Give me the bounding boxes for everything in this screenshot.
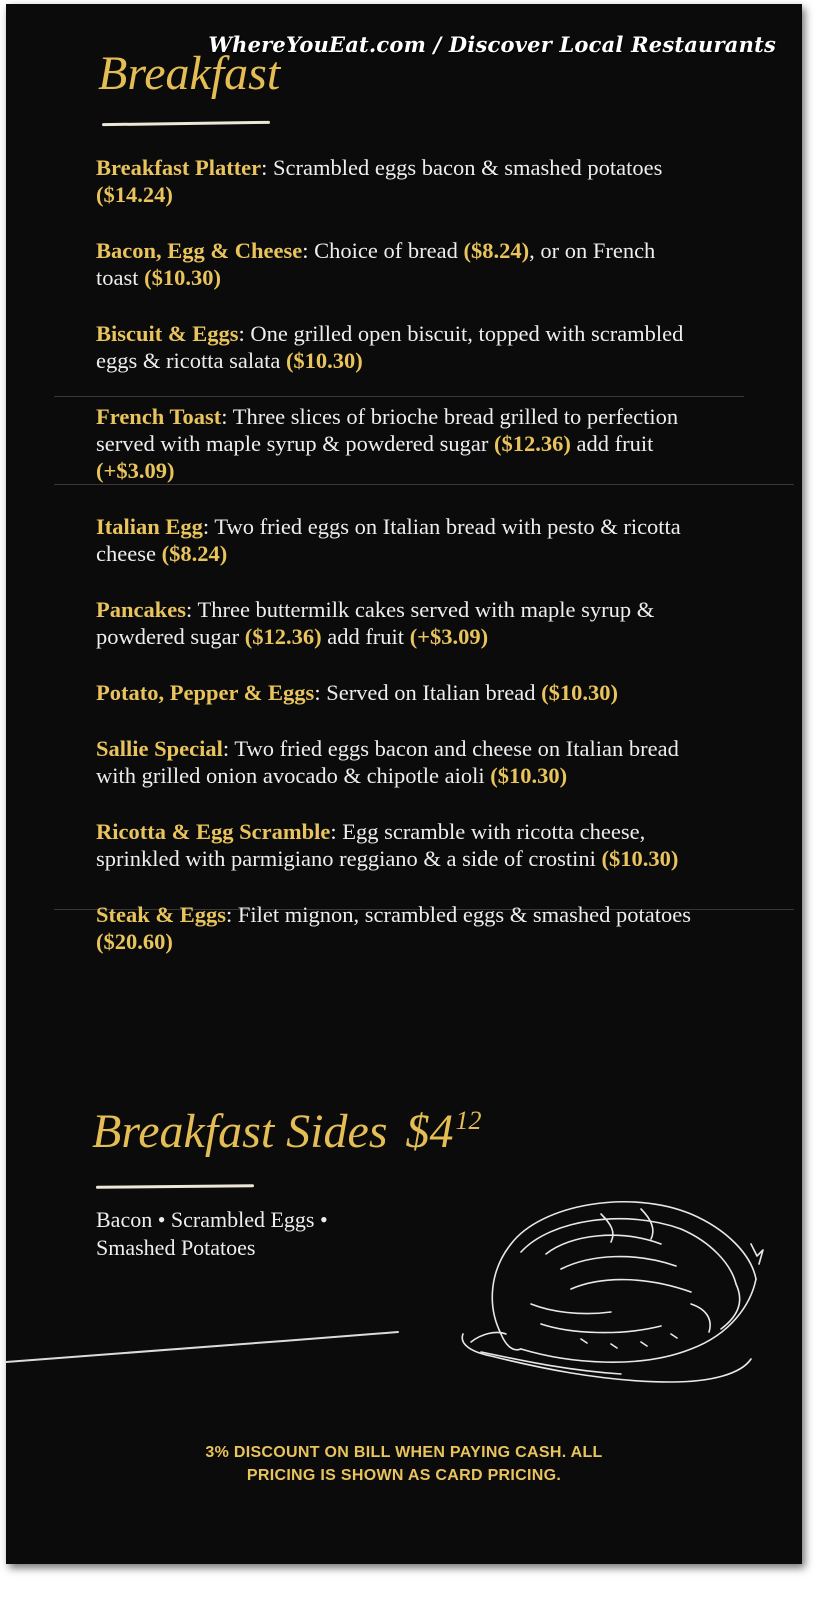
breakfast-items-list	[96, 154, 696, 984]
menu-card	[6, 4, 802, 1564]
breakfast-heading-underline	[102, 121, 270, 126]
menu-item-price: ($10.30)	[541, 680, 618, 705]
menu-item-price: ($12.36)	[494, 431, 571, 456]
menu-item	[96, 403, 696, 484]
menu-item	[96, 154, 696, 208]
menu-item-name: Breakfast Platter	[96, 155, 262, 180]
menu-item-name: Bacon, Egg & Cheese	[96, 238, 303, 263]
menu-item-description: : Filet mignon, scrambled eggs & smashed potatoes	[226, 902, 691, 927]
menu-item-name: Sallie Special	[96, 736, 223, 761]
sides-list-line: Smashed Potatoes	[96, 1235, 256, 1260]
menu-item-price: ($10.30)	[601, 846, 679, 871]
sides-list	[96, 1206, 396, 1262]
sides-heading-underline	[96, 1184, 254, 1189]
menu-item-description: : Served on Italian bread	[314, 680, 542, 705]
menu-item-description: : Two fried eggs bacon and cheese on Italian bread with grilled onion avocado & chipotle aioli	[96, 736, 679, 788]
menu-item-price: ($8.24)	[463, 238, 530, 263]
sides-price-dollars: $4	[405, 1105, 454, 1158]
menu-item-price: ($10.30)	[490, 763, 568, 788]
menu-item	[96, 320, 696, 374]
menu-item-description: : Three buttermilk cakes served with maple syrup & powdered sugar	[96, 597, 655, 649]
menu-item-name: Ricotta & Egg Scramble	[96, 819, 331, 844]
menu-item-name: Potato, Pepper & Eggs	[96, 680, 315, 705]
menu-item	[96, 679, 696, 706]
menu-item-name: Steak & Eggs	[96, 902, 227, 927]
menu-item-description-extra: add fruit	[321, 624, 410, 649]
menu-item-alt-price: ($10.30)	[144, 265, 221, 290]
notice-line: 3% DISCOUNT ON BILL WHEN PAYING CASH. ALL	[205, 1444, 603, 1461]
menu-item-description: : One grilled open biscuit, topped with scrambled eggs & ricotta salata	[96, 321, 684, 373]
menu-item-addon-price: (+$3.09)	[409, 624, 489, 649]
menu-item-description: : Choice of bread	[302, 238, 464, 263]
sides-price-cents: 12	[455, 1106, 482, 1135]
breakfast-heading: Breakfast	[98, 47, 281, 100]
menu-item-description: : Egg scramble with ricotta cheese, sprinkled with parmigiano reggiano & a side of crostini	[96, 819, 646, 871]
menu-item-description: : Two fried eggs on Italian bread with pesto & ricotta cheese	[96, 514, 681, 566]
menu-item-name: French Toast	[96, 404, 222, 429]
menu-item	[96, 513, 696, 567]
menu-item	[96, 901, 696, 955]
sides-title: Breakfast Sides	[92, 1105, 388, 1158]
watermark-text: WhereYouEat.com / Discover Local Restaurants	[208, 32, 776, 57]
menu-item-addon-price: (+$3.09)	[96, 458, 175, 483]
menu-item	[96, 596, 696, 650]
menu-item-price: ($14.24)	[96, 182, 173, 207]
menu-item-price: ($12.36)	[244, 624, 322, 649]
notice-line: PRICING IS SHOWN AS CARD PRICING.	[246, 1467, 562, 1484]
breakfast-sides-heading	[92, 1104, 482, 1159]
menu-item-description: : Scrambled eggs bacon & smashed potatoes	[261, 155, 663, 180]
menu-item-description: : Three slices of brioche bread grilled to perfection served with maple syrup & powdered sugar	[96, 404, 679, 456]
sides-price	[406, 1105, 482, 1158]
divider-stroke	[6, 1324, 406, 1364]
menu-item-price: ($10.30)	[285, 348, 363, 373]
cash-discount-notice	[6, 1441, 802, 1487]
menu-item-price: ($20.60)	[96, 929, 173, 954]
menu-item	[96, 818, 696, 872]
menu-item-description-extra: add fruit	[570, 431, 654, 456]
menu-item-description-extra: , or on French toast	[96, 238, 656, 290]
menu-item-price: ($8.24)	[161, 541, 228, 566]
menu-item-name: Pancakes	[96, 597, 186, 622]
menu-item	[96, 237, 696, 291]
menu-item-name: Biscuit & Eggs	[96, 321, 239, 346]
sides-list-line: Bacon • Scrambled Eggs •	[96, 1207, 328, 1232]
sandwich-sketch-icon	[451, 1184, 771, 1394]
menu-item-name: Italian Egg	[96, 514, 203, 539]
menu-item	[96, 735, 696, 789]
